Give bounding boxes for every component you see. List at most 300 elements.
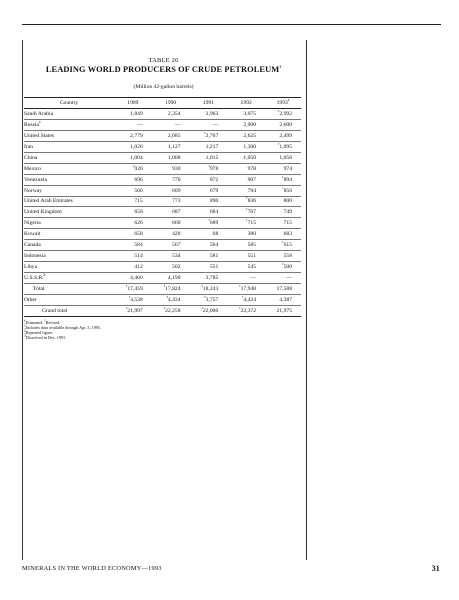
value-text: 584 <box>134 242 143 249</box>
value-text: 770 <box>172 176 181 183</box>
header-note: e <box>287 97 290 102</box>
value-cell <box>265 218 301 229</box>
value-text: 1,095 <box>279 143 292 150</box>
table-block <box>24 57 303 341</box>
value-cell <box>227 294 265 305</box>
value-cell <box>190 218 228 229</box>
table-row <box>24 294 301 305</box>
footnote-mark: 1 <box>24 323 26 328</box>
value-note: r <box>239 284 241 289</box>
value-note: r <box>133 163 135 168</box>
table-row <box>24 218 301 229</box>
country-name: Libya <box>24 264 38 271</box>
value-text: 679 <box>209 187 219 194</box>
value-cell <box>152 174 190 185</box>
table-title <box>24 65 303 75</box>
value-note: r <box>246 218 248 223</box>
header-label: 1990 <box>165 99 177 106</box>
value-cell <box>114 196 152 207</box>
value-text: 856 <box>283 187 292 194</box>
value-text: — <box>250 275 256 282</box>
value-cell <box>227 273 265 284</box>
country-name: Mexico <box>24 165 42 172</box>
value-cell <box>114 185 152 196</box>
value-text: 2,900 <box>243 121 256 128</box>
value-cell <box>114 273 152 284</box>
value-text: 17,459 <box>127 285 143 292</box>
value-text: 428 <box>172 231 181 238</box>
footnotes <box>24 320 303 341</box>
footnote-mark: r <box>44 318 46 323</box>
value-cell <box>190 152 228 163</box>
table-row <box>24 251 301 262</box>
table-row <box>24 305 301 316</box>
value-note: r <box>246 207 248 212</box>
country-name: Iran <box>24 143 34 150</box>
value-text: 1,058 <box>279 154 292 161</box>
value-cell <box>152 240 190 251</box>
value-text: 380 <box>247 231 256 238</box>
value-cell <box>114 262 152 273</box>
value-text: 920 <box>134 165 143 172</box>
country-note: b <box>43 273 46 278</box>
value-note: r <box>282 240 284 245</box>
country-cell <box>24 174 114 185</box>
value-text: 1,026 <box>130 143 143 150</box>
value-text: 21,975 <box>276 307 292 314</box>
value-cell <box>152 196 190 207</box>
value-note: r <box>282 185 284 190</box>
value-text: 930 <box>172 165 181 172</box>
country-cell <box>24 207 114 218</box>
value-text: 4,387 <box>279 296 292 303</box>
country-name: Saudi Arabia <box>24 110 54 117</box>
country-cell <box>24 163 114 174</box>
value-text: 551 <box>209 264 219 271</box>
value-cell <box>227 218 265 229</box>
country-cell <box>24 284 114 295</box>
value-cell <box>190 174 228 185</box>
value-text: 749 <box>283 209 292 216</box>
value-cell <box>190 240 228 251</box>
value-text: 684 <box>209 209 219 216</box>
country-cell <box>24 130 114 141</box>
value-text: 22,258 <box>165 307 181 314</box>
table-row <box>24 207 301 218</box>
value-note: r <box>278 109 280 114</box>
header-label: Country <box>59 99 79 106</box>
value-cell <box>152 130 190 141</box>
value-text: 4,190 <box>167 275 181 282</box>
value-note: r <box>204 295 206 300</box>
country-cell <box>24 305 114 316</box>
header-year <box>190 98 228 109</box>
country-cell <box>24 251 114 262</box>
value-cell <box>114 294 152 305</box>
value-text: 500 <box>283 264 292 271</box>
value-cell <box>227 207 265 218</box>
value-text: 514 <box>134 253 143 260</box>
value-cell <box>114 251 152 262</box>
footnote-text: Dissolved in Dec. 1991. <box>25 335 67 341</box>
table-row <box>24 119 301 130</box>
value-cell <box>152 294 190 305</box>
country-name: United States <box>24 132 54 139</box>
value-cell <box>152 305 190 316</box>
value-cell <box>190 273 228 284</box>
value-text: 872 <box>209 176 219 183</box>
value-note: r <box>242 295 244 300</box>
value-text: 715 <box>247 220 256 227</box>
value-cell <box>227 109 265 120</box>
value-cell <box>265 130 301 141</box>
footnote-text: Revised. <box>45 319 61 325</box>
value-cell <box>227 262 265 273</box>
value-cell <box>190 229 228 240</box>
value-cell <box>114 130 152 141</box>
value-cell <box>114 174 152 185</box>
value-cell <box>227 141 265 152</box>
value-cell <box>190 207 228 218</box>
country-name: Total <box>33 285 45 292</box>
value-cell <box>152 119 190 130</box>
value-cell <box>190 163 228 174</box>
table-row <box>24 284 301 295</box>
value-cell <box>114 218 152 229</box>
value-cell <box>190 130 228 141</box>
table-row <box>24 240 301 251</box>
country-cell <box>24 294 114 305</box>
value-text: 1,217 <box>205 143 219 150</box>
value-note: r <box>201 284 203 289</box>
value-text: 773 <box>172 198 181 205</box>
value-cell <box>227 152 265 163</box>
value-text: 658 <box>134 231 143 238</box>
value-cell <box>152 207 190 218</box>
value-cell <box>265 284 301 295</box>
value-text: 715 <box>134 198 143 205</box>
value-text: 567 <box>172 242 181 249</box>
value-text: 609 <box>172 187 181 194</box>
country-name: Norway <box>24 187 43 194</box>
table-row <box>24 141 301 152</box>
value-cell <box>190 251 228 262</box>
footnote-text: Reported figure. <box>25 330 54 336</box>
value-note: r <box>163 305 166 310</box>
table-title-text: LEADING WORLD PRODUCERS OF CRUDE PETROLEUM <box>45 65 280 74</box>
value-note: r <box>126 305 128 310</box>
value-cell <box>152 141 190 152</box>
header-label: 1991 <box>202 99 214 106</box>
value-cell <box>190 109 228 120</box>
value-text: 978 <box>247 165 256 172</box>
value-cell <box>265 273 301 284</box>
value-cell <box>190 119 228 130</box>
value-text: 18,243 <box>202 285 219 292</box>
value-cell <box>227 185 265 196</box>
value-cell <box>265 152 301 163</box>
value-cell <box>227 196 265 207</box>
country-name: Russia <box>24 121 39 128</box>
value-cell <box>265 251 301 262</box>
value-text: 4,460 <box>130 275 143 282</box>
value-cell <box>190 185 228 196</box>
value-cell <box>114 163 152 174</box>
value-text: 687 <box>172 209 181 216</box>
table-row <box>24 185 301 196</box>
footnote-text: Includes data available through Apr. 5, 1995. <box>25 325 102 331</box>
value-text: — <box>212 121 219 128</box>
country-name: United Kingdom <box>24 209 62 216</box>
value-cell <box>114 305 152 316</box>
table-row <box>24 262 301 273</box>
value-cell <box>114 284 152 295</box>
header-label: 1989 <box>127 99 139 106</box>
value-text: 1,849 <box>130 110 143 117</box>
value-cell <box>227 163 265 174</box>
value-cell <box>265 262 301 273</box>
value-cell <box>227 130 265 141</box>
value-cell <box>152 251 190 262</box>
value-text: 800 <box>283 198 292 205</box>
value-text: 2,499 <box>279 132 292 139</box>
table-row <box>24 163 301 174</box>
value-text: 1,015 <box>205 154 219 161</box>
value-text: 696 <box>134 176 143 183</box>
footnote-line <box>24 335 303 340</box>
value-text: 551 <box>247 253 256 260</box>
header-label: 1992 <box>240 99 252 106</box>
value-cell <box>152 262 190 273</box>
value-text: 707 <box>247 209 256 216</box>
value-cell <box>227 305 265 316</box>
country-name: Nigeria <box>24 220 41 227</box>
top-rule <box>22 24 441 25</box>
value-cell <box>227 119 265 130</box>
value-text: 974 <box>283 165 292 172</box>
country-cell <box>24 119 114 130</box>
header-year <box>152 98 190 109</box>
table-row <box>24 152 301 163</box>
table-subtitle: (Million 42-gallon barrels) <box>133 84 194 90</box>
value-text: 978 <box>209 165 219 172</box>
value-note: r <box>126 284 128 289</box>
right-column-rule <box>306 40 307 560</box>
value-text: 615 <box>283 242 292 249</box>
value-cell <box>227 251 265 262</box>
value-cell <box>265 174 301 185</box>
table-title-note: 1 <box>279 65 282 70</box>
value-text: 581 <box>209 253 219 260</box>
value-cell <box>265 141 301 152</box>
table-row <box>24 174 301 185</box>
country-cell <box>24 262 114 273</box>
value-cell <box>190 141 228 152</box>
footnote-mark: 2 <box>24 328 26 333</box>
value-note: r <box>163 284 166 289</box>
value-text: 794 <box>247 187 256 194</box>
value-text: 4,434 <box>167 296 181 303</box>
value-text: 22,372 <box>240 307 256 314</box>
value-note: r <box>204 130 206 135</box>
value-note: r <box>208 218 210 223</box>
footnote-text: Estimated. <box>25 319 45 325</box>
value-text: 534 <box>172 253 181 260</box>
value-cell <box>152 109 190 120</box>
value-text: — <box>137 121 143 128</box>
value-text: — <box>174 121 181 128</box>
country-cell <box>24 109 114 120</box>
value-cell <box>265 109 301 120</box>
value-text: 907 <box>247 176 256 183</box>
country-name: Indonesia <box>24 253 46 260</box>
left-column-rule <box>22 40 23 560</box>
value-text: 2,992 <box>279 110 292 117</box>
value-text: 564 <box>209 242 219 249</box>
value-cell <box>152 229 190 240</box>
value-cell <box>114 119 152 130</box>
value-text: 656 <box>134 209 143 216</box>
footnote-mark: 3 <box>24 334 26 339</box>
value-text: 836 <box>247 198 256 205</box>
value-cell <box>265 207 301 218</box>
value-cell <box>227 174 265 185</box>
value-cell <box>152 152 190 163</box>
table-row <box>24 109 301 120</box>
header-year <box>227 98 265 109</box>
value-cell <box>265 119 301 130</box>
value-cell <box>265 163 301 174</box>
value-note: r <box>201 305 203 310</box>
value-text: 3,075 <box>243 110 256 117</box>
country-name: Kuwait <box>24 231 41 238</box>
value-text: 2,707 <box>205 132 219 139</box>
producers-table <box>24 97 301 317</box>
value-note: r <box>208 163 210 168</box>
value-text: 558 <box>283 253 292 260</box>
footnote-mark: e <box>24 318 26 323</box>
country-cell <box>24 185 114 196</box>
value-cell <box>114 207 152 218</box>
value-text: 894 <box>283 176 292 183</box>
country-name: Other <box>24 296 37 303</box>
value-text: 1,004 <box>130 154 143 161</box>
country-cell <box>24 141 114 152</box>
value-text: 2,354 <box>167 110 181 117</box>
country-name: United Arab Emirates <box>24 198 73 205</box>
value-text: 4,538 <box>130 296 143 303</box>
value-cell <box>190 305 228 316</box>
value-text: 626 <box>134 220 143 227</box>
value-cell <box>152 218 190 229</box>
country-cell <box>24 218 114 229</box>
value-text: 4,424 <box>243 296 256 303</box>
value-cell <box>152 284 190 295</box>
value-text: 585 <box>247 242 256 249</box>
value-text: 17,588 <box>276 285 292 292</box>
header-year <box>265 98 301 109</box>
value-text: 689 <box>209 220 219 227</box>
table-row <box>24 229 301 240</box>
value-cell <box>152 185 190 196</box>
value-text: 3,757 <box>205 296 219 303</box>
value-cell <box>265 240 301 251</box>
header-year <box>114 98 152 109</box>
value-text: 1,127 <box>167 143 181 150</box>
table-row <box>24 130 301 141</box>
country-cell <box>24 152 114 163</box>
country-name: U.S.S.R. <box>24 275 44 282</box>
country-cell <box>24 196 114 207</box>
value-cell <box>152 163 190 174</box>
value-cell <box>114 240 152 251</box>
value-note: r <box>282 262 284 267</box>
value-text: 1,008 <box>167 154 181 161</box>
value-cell <box>152 273 190 284</box>
value-cell <box>265 185 301 196</box>
country-cell <box>24 229 114 240</box>
value-note: r <box>166 295 168 300</box>
value-note: r <box>282 174 284 179</box>
table-header-row <box>24 98 301 109</box>
value-text: 683 <box>283 231 292 238</box>
value-text: 2,600 <box>279 121 292 128</box>
value-text: 412 <box>134 264 143 271</box>
value-note: r <box>278 141 280 146</box>
value-note: r <box>246 196 248 201</box>
value-cell <box>190 262 228 273</box>
value-cell <box>190 284 228 295</box>
value-text: 502 <box>172 264 181 271</box>
value-text: 17,824 <box>165 285 181 292</box>
value-text: 2,779 <box>130 132 143 139</box>
value-text: 660 <box>172 220 181 227</box>
value-cell <box>190 294 228 305</box>
value-text: 1,300 <box>243 143 256 150</box>
value-note: r <box>128 295 131 300</box>
value-text: 560 <box>134 187 143 194</box>
value-text: 21,997 <box>127 307 143 314</box>
value-text: 3,785 <box>205 275 219 282</box>
country-note: a <box>38 120 41 125</box>
value-cell <box>265 294 301 305</box>
value-cell <box>265 229 301 240</box>
value-note: r <box>239 305 241 310</box>
page-number: 31 <box>431 564 440 573</box>
value-cell <box>190 196 228 207</box>
value-cell <box>265 305 301 316</box>
publication-title: MINERALS IN THE WORLD ECONOMY—1993 <box>22 565 162 572</box>
table-row <box>24 196 301 207</box>
value-text: 2,625 <box>243 132 256 139</box>
header-country <box>24 98 114 109</box>
value-text: 68 <box>212 231 219 238</box>
country-name: Canada <box>24 242 41 249</box>
country-cell <box>24 240 114 251</box>
value-text: 2,963 <box>205 110 219 117</box>
value-text: 22,000 <box>202 307 219 314</box>
value-cell <box>227 284 265 295</box>
value-text: 715 <box>283 220 292 227</box>
value-cell <box>114 152 152 163</box>
value-text: 1,050 <box>243 154 256 161</box>
value-text: 2,685 <box>167 132 181 139</box>
country-name: Venezuela <box>24 176 47 183</box>
value-text: 17,948 <box>240 285 256 292</box>
table-number: TABLE 26 <box>148 57 179 64</box>
value-text: 890 <box>209 198 219 205</box>
country-name: Grand total <box>42 307 68 314</box>
